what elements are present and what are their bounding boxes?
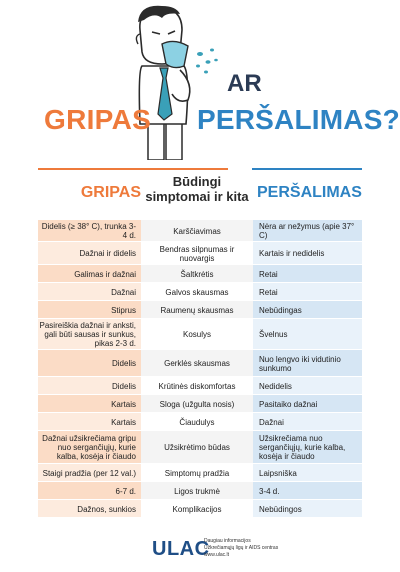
table-row [38, 431, 362, 464]
table-row [38, 395, 362, 413]
cell-symptom: Komplikacijos [141, 500, 253, 518]
cell-gripas: Didelis [38, 377, 141, 395]
cell-gripas: Pasireiškia dažnai ir anksti, gali būti sausas ir sunkus, pikas 2-3 d. [38, 319, 141, 350]
footer-line-1: Daugiau informacijos [204, 538, 251, 544]
cell-symptom: Bendras silpnumas ir nuovargis [141, 242, 253, 265]
table-row [38, 242, 362, 265]
cell-persalimas: Retai [253, 283, 362, 301]
cell-gripas: Kartais [38, 395, 141, 413]
cell-gripas: Didelis [38, 350, 141, 377]
cell-gripas: Kartais [38, 413, 141, 431]
footer-line-3: www.ulac.lt [204, 552, 230, 558]
cell-persalimas: Nuo lengvo iki vidutinio sunkumo [253, 350, 362, 377]
cell-gripas: 6-7 d. [38, 482, 141, 500]
cell-gripas: Didelis (≥ 38° C), trunka 3-4 d. [38, 220, 141, 242]
cell-persalimas: Nebūdingas [253, 301, 362, 319]
cell-gripas: Dažnai ir didelis [38, 242, 141, 265]
cell-persalimas: Retai [253, 265, 362, 283]
cell-persalimas: Pasitaiko dažnai [253, 395, 362, 413]
cell-symptom: Raumenų skausmas [141, 301, 253, 319]
title-ar: AR [227, 70, 262, 97]
header-persalimas: PERŠALIMAS [257, 184, 362, 201]
footer-info [204, 538, 278, 559]
cell-gripas: Dažnai [38, 283, 141, 301]
cell-symptom: Kosulys [141, 319, 253, 350]
cell-symptom: Galvos skausmas [141, 283, 253, 301]
cell-persalimas: Užsikrečiama nuo sergančiųjų, kurie kalba, kosėja ir čiaudo [253, 431, 362, 464]
table-header [38, 174, 362, 224]
table-row [38, 482, 362, 500]
cell-symptom: Gerklės skausmas [141, 350, 253, 377]
ulac-logo: ULAC [152, 538, 210, 560]
footer-line-2: Užkrečiamųjų ligų ir AIDS centras [204, 545, 279, 551]
cell-persalimas: Nebūdingos [253, 500, 362, 518]
row-divider [38, 517, 362, 518]
cell-persalimas: Nedidelis [253, 377, 362, 395]
cell-persalimas: Dažnai [253, 413, 362, 431]
table-row [38, 265, 362, 283]
footer [0, 534, 400, 564]
sneezing-man-illustration [118, 4, 228, 160]
title-gripas: GRIPAS [44, 104, 152, 135]
cell-symptom: Čiaudulys [141, 413, 253, 431]
cell-gripas: Dažnai užsikrečiama gripu nuo sergančiųjų, kurie kalba, kosėja ir čiaudo [38, 431, 141, 464]
cell-gripas: Galimas ir dažnai [38, 265, 141, 283]
table-row [38, 413, 362, 431]
table-row [38, 319, 362, 350]
cell-gripas: Staigi pradžia (per 12 val.) [38, 464, 141, 482]
cell-persalimas: 3-4 d. [253, 482, 362, 500]
cell-gripas: Stiprus [38, 301, 141, 319]
cell-gripas: Dažnos, sunkios [38, 500, 141, 518]
table-row [38, 350, 362, 377]
cell-persalimas: Nėra ar nežymus (apie 37° C) [253, 220, 362, 242]
table-row [38, 283, 362, 301]
cell-symptom: Sloga (užgulta nosis) [141, 395, 253, 413]
title-persalimas: PERŠALIMAS? [197, 104, 400, 135]
header-gripas: GRIPAS [80, 184, 141, 201]
cell-persalimas: Švelnus [253, 319, 362, 350]
header-rule [38, 168, 362, 170]
cell-symptom: Simptomų pradžia [141, 464, 253, 482]
cell-symptom: Šaltkrėtis [141, 265, 253, 283]
cell-symptom: Ligos trukmė [141, 482, 253, 500]
cell-persalimas: Kartais ir nedidelis [253, 242, 362, 265]
header-symptoms: Būdingi simptomai ir kita [145, 174, 249, 204]
table-row [38, 301, 362, 319]
table-row [38, 500, 362, 518]
cell-symptom: Užsikrėtimo būdas [141, 431, 253, 464]
table-row [38, 464, 362, 482]
cell-persalimas: Laipsniška [253, 464, 362, 482]
cell-symptom: Krūtinės diskomfortas [141, 377, 253, 395]
table-row [38, 220, 362, 242]
cell-symptom: Karščiavimas [141, 220, 253, 242]
table-row [38, 377, 362, 395]
